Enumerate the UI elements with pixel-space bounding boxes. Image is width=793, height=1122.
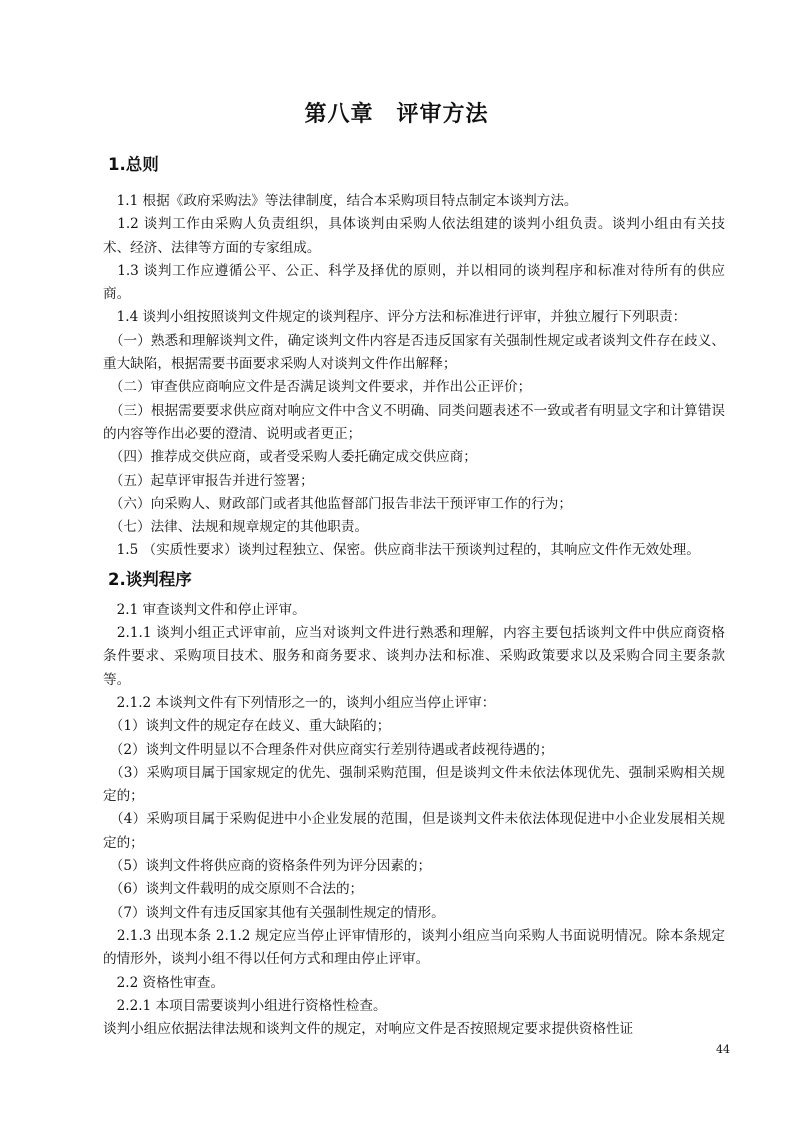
- duty-item-3: （三）根据需要要求供应商对响应文件中含义不明确、同类问题表述不一致或者有明显文字和计算错误的内容等作出必要的澄清、说明或者更正；: [103, 402, 725, 442]
- stop-condition-1: （1）谈判文件的规定存在歧义、重大缺陷的；: [103, 718, 391, 735]
- chapter-title: 第八章 评审方法: [304, 102, 489, 127]
- stop-condition-5: （5）谈判文件将供应商的资格条件列为评分因素的；: [103, 858, 432, 875]
- page-number: 44: [716, 1043, 730, 1056]
- stop-condition-3: （3）采购项目属于国家规定的优先、强制采购范围，但是谈判文件未依法体现优先、强制采购相关规定的；: [103, 764, 725, 805]
- paragraph-2-1-3: 2.1.3 出现本条 2.1.2 规定应当停止评审情形的，谈判小组应当向采购人书面说明情况。除本条规定的情形外，谈判小组不得以任何方式和理由停止评审。: [103, 927, 725, 968]
- paragraph-1-3: 1.3 谈判工作应遵循公平、公正、科学及择优的原则，并以相同的谈判程序和标准对待所有的供应商。: [103, 262, 725, 303]
- paragraph-2-1: 2.1 审查谈判文件和停止评审。: [103, 601, 306, 618]
- duty-item-4: （四）推荐成交供应商，或者受采购人委托确定成交供应商；: [103, 449, 477, 466]
- document-body: [103, 154, 725, 1041]
- stop-condition-6: （6）谈判文件载明的成交原则不合法的；: [103, 881, 364, 898]
- duty-item-1: （一）熟悉和理解谈判文件，确定谈判文件内容是否违反国家有关强制性规定或者谈判文件存在歧义、重大缺陷，根据需要书面要求采购人对谈判文件作出解释；: [103, 332, 725, 373]
- paragraph-2-2-1-body: 谈判小组应依据法律法规和谈判文件的规定，对响应文件是否按照规定要求提供资格性证: [103, 1021, 634, 1038]
- paragraph-2-2: 2.2 资格性审查。: [103, 974, 225, 991]
- stop-condition-2: （2）谈判文件明显以不合理条件对供应商实行差别待遇或者歧视待遇的；: [103, 741, 554, 758]
- stop-condition-7: （7）谈判文件有违反国家其他有关强制性规定的情形。: [103, 904, 445, 921]
- section-heading-general: 1.总则: [108, 155, 159, 174]
- duty-item-5: （五）起草评审报告并进行签署；: [103, 472, 314, 489]
- duty-item-7: （七）法律、法规和规章规定的其他职责。: [103, 519, 369, 536]
- paragraph-2-2-1: 2.2.1 本项目需要谈判小组进行资格性检查。: [103, 997, 387, 1014]
- paragraph-1-5: 1.5 （实质性要求）谈判过程独立、保密。供应商非法干预谈判过程的，其响应文件作无效处理。: [103, 542, 700, 559]
- duty-item-2: （二）审查供应商响应文件是否满足谈判文件要求，并作出公正评价；: [103, 379, 532, 396]
- paragraph-1-4: 1.4 谈判小组按照谈判文件规定的谈判程序、评分方法和标准进行评审，并独立履行下列职责：: [103, 309, 687, 326]
- duty-item-6: （六）向采购人、财政部门或者其他监督部门报告非法干预评审工作的行为；: [103, 495, 572, 512]
- stop-condition-4: （4）采购项目属于采购促进中小企业发展的范围，但是谈判文件未依法体现促进中小企业发展相关规定的；: [103, 811, 725, 851]
- section-heading-procedure: 2.谈判程序: [108, 569, 192, 589]
- paragraph-1-1: 1.1 根据《政府采购法》等法律制度，结合本采购项目特点制定本谈判方法。: [103, 193, 578, 209]
- paragraph-1-2: 1.2 谈判工作由采购人负责组织，具体谈判由采购人依法组建的谈判小组负责。谈判小组由有关技术、经济、法律等方面的专家组成。: [103, 216, 725, 256]
- paragraph-2-1-2: 2.1.2 本谈判文件有下列情形之一的，谈判小组应当停止评审：: [103, 694, 496, 711]
- paragraph-2-1-1: 2.1.1 谈判小组正式评审前，应当对谈判文件进行熟悉和理解，内容主要包括谈判文件中供应商资格条件要求、采购项目技术、服务和商务要求、谈判办法和标准、采购政策要求以及采购合同主要条款等。: [103, 625, 725, 688]
